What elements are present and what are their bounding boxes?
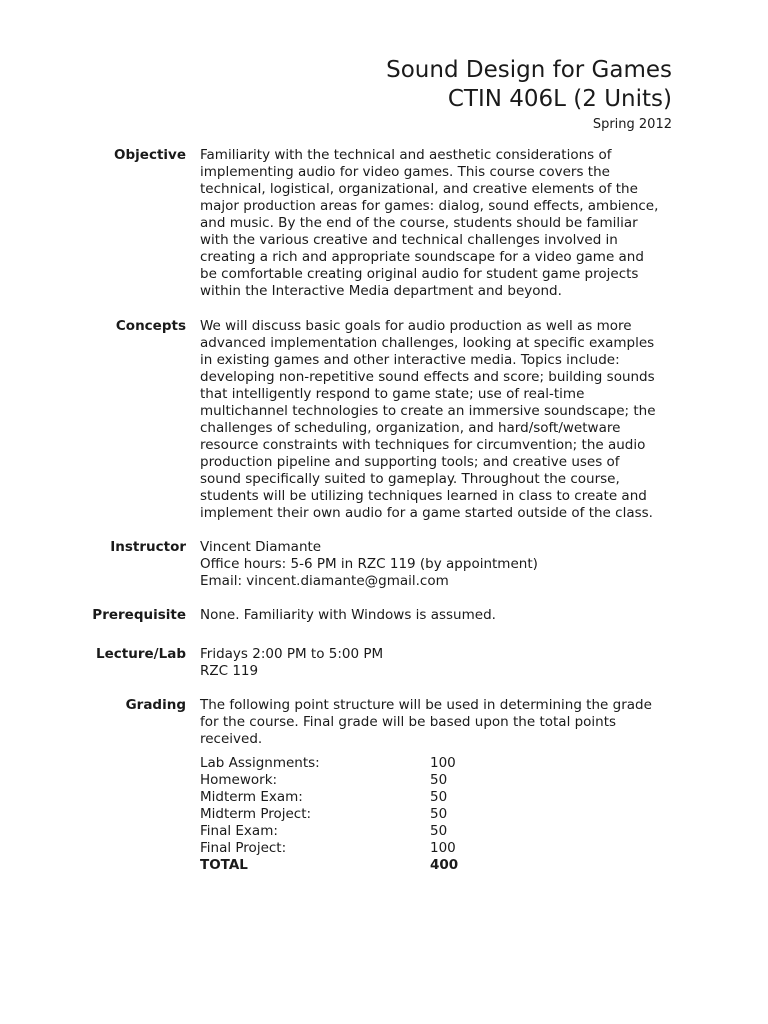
objective-text bbox=[200, 147, 678, 300]
grading-row bbox=[200, 789, 660, 806]
lecture-lab-label: Lecture/Lab bbox=[96, 646, 186, 662]
objective-line: major production areas for games: dialog, sound effects, ambience, bbox=[200, 198, 659, 214]
grading-intro bbox=[200, 697, 678, 748]
concepts-line: multichannel technologies to create an immersive soundscape; the bbox=[200, 403, 656, 419]
grading-points: 100 bbox=[430, 840, 456, 856]
grading-item: Midterm Exam: bbox=[200, 789, 303, 805]
objective-line: Familiarity with the technical and aesthetic considerations of bbox=[200, 147, 612, 163]
grading-row bbox=[200, 840, 660, 857]
concepts-line: implement their own audio for a game started outside of the class. bbox=[200, 505, 653, 521]
course-title: Sound Design for Games bbox=[386, 57, 672, 83]
concepts-label: Concepts bbox=[115, 318, 186, 334]
concepts-text bbox=[200, 318, 678, 522]
objective-line: with the various creative and technical challenges involved in bbox=[200, 232, 618, 248]
grading-points: 100 bbox=[430, 755, 456, 771]
concepts-line: production pipeline and supporting tools; and creative uses of bbox=[200, 454, 620, 470]
lecture-lab-details bbox=[200, 646, 678, 680]
prerequisite-line: None. Familiarity with Windows is assumed. bbox=[200, 607, 496, 623]
lecture-time: Fridays 2:00 PM to 5:00 PM bbox=[200, 646, 384, 662]
instructor-label: Instructor bbox=[110, 539, 186, 555]
objective-line: and music. By the end of the course, students should be familiar bbox=[200, 215, 638, 231]
document-header bbox=[386, 56, 672, 133]
instructor-name: Vincent Diamante bbox=[200, 539, 322, 555]
grading-row bbox=[200, 823, 660, 840]
grading-total-row bbox=[200, 857, 660, 874]
objective-line: be comfortable creating original audio for student game projects bbox=[200, 266, 639, 282]
instructor-details bbox=[200, 539, 678, 590]
grading-total-points: 400 bbox=[430, 857, 459, 873]
prerequisite-text bbox=[200, 607, 678, 624]
grading-item: Final Exam: bbox=[200, 823, 278, 839]
concepts-line: that intelligently respond to game state; use of real-time bbox=[200, 386, 585, 402]
concepts-line: developing non-repetitive sound effects and score; building sounds bbox=[200, 369, 655, 385]
grading-item: Lab Assignments: bbox=[200, 755, 320, 771]
office-hours: Office hours: 5-6 PM in RZC 119 (by appointment) bbox=[200, 556, 538, 572]
grading-total-label: TOTAL bbox=[200, 857, 248, 873]
grading-row bbox=[200, 772, 660, 789]
grading-row bbox=[200, 806, 660, 823]
grading-item: Homework: bbox=[200, 772, 278, 788]
grading-intro-line: for the course. Final grade will be based upon the total points bbox=[200, 714, 617, 730]
grading-points: 50 bbox=[430, 823, 448, 839]
course-term: Spring 2012 bbox=[592, 117, 672, 132]
grading-points: 50 bbox=[430, 772, 448, 788]
course-code: CTIN 406L (2 Units) bbox=[447, 86, 672, 112]
grading-item: Final Project: bbox=[200, 840, 287, 856]
lecture-room: RZC 119 bbox=[200, 663, 259, 679]
instructor-email: Email: vincent.diamante@gmail.com bbox=[200, 573, 449, 589]
grading-item: Midterm Project: bbox=[200, 806, 312, 822]
grading-table bbox=[200, 755, 660, 874]
concepts-line: challenges of scheduling, organization, and hard/soft/wetware bbox=[200, 420, 621, 436]
concepts-line: We will discuss basic goals for audio production as well as more bbox=[200, 318, 632, 334]
prerequisite-label: Prerequisite bbox=[92, 607, 186, 623]
concepts-line: advanced implementation challenges, looking at specific examples bbox=[200, 335, 655, 351]
concepts-line: in existing games and other interactive media. Topics include: bbox=[200, 352, 620, 368]
concepts-line: sound specifically suited to gameplay. Throughout the course, bbox=[200, 471, 620, 487]
concepts-line: students will be utilizing techniques learned in class to create and bbox=[200, 488, 647, 504]
objective-line: creating a rich and appropriate soundscape for a video game and bbox=[200, 249, 644, 265]
grading-row bbox=[200, 755, 660, 772]
objective-line: within the Interactive Media department and beyond. bbox=[200, 283, 562, 299]
concepts-line: resource constraints with techniques for circumvention; the audio bbox=[200, 437, 646, 453]
grading-label: Grading bbox=[125, 697, 186, 713]
grading-points: 50 bbox=[430, 806, 448, 822]
grading-intro-line: received. bbox=[200, 731, 263, 747]
objective-label: Objective bbox=[114, 147, 186, 163]
objective-line: technical, logistical, organizational, and creative elements of the bbox=[200, 181, 638, 197]
grading-points: 50 bbox=[430, 789, 448, 805]
objective-line: implementing audio for video games. This course covers the bbox=[200, 164, 610, 180]
grading-intro-line: The following point structure will be used in determining the grade bbox=[200, 697, 652, 713]
